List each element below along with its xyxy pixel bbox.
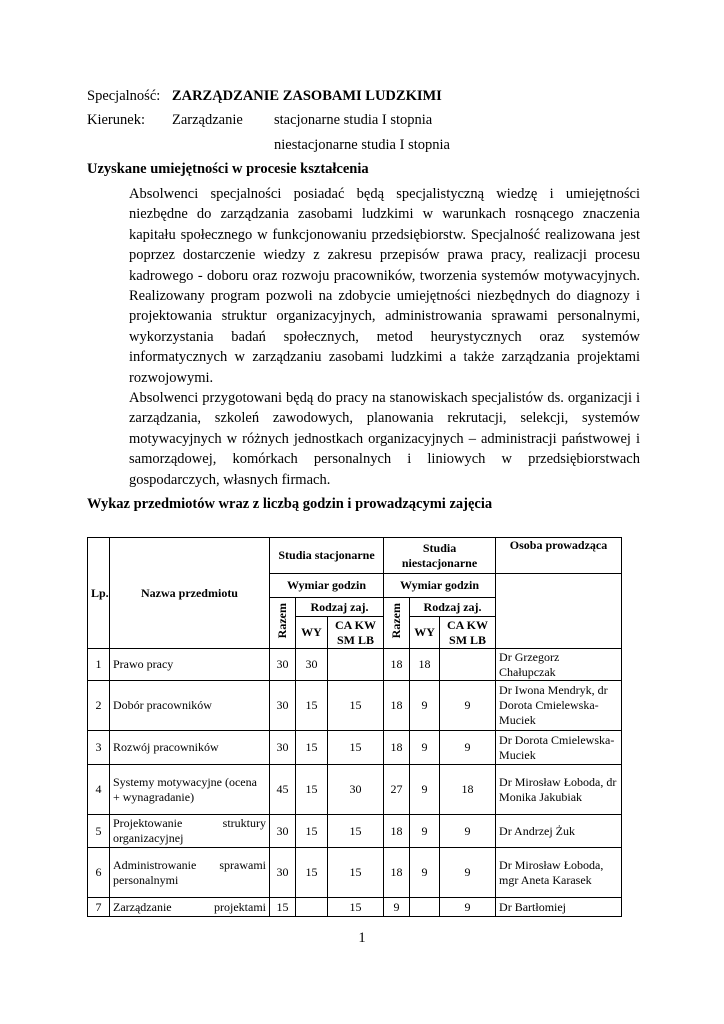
header-rodzaj-stac: Rodzaj zaj. [296, 598, 384, 617]
spec-label: Specjalność: [87, 88, 161, 104]
row-wy-stac: 30 [296, 649, 328, 681]
skills-paragraph-1: Absolwenci specjalności posiadać będą specjalistyczną wiedzę i umiejętności niezbędne do zarządzania zasobami ludzkimi w warunkach rosnącego znaczenia kapitału społecznego w funkcjonowaniu przedsiębiorstw. Specjalność realizowana jest poprzez dostarczenie wiedzy z zakresu przepisów prawa pracy, realizacji procesu kadrowego - doboru oraz rozwoju pracowników, tworzenia systemów motywacyjnych. Realizowany program pozwoli na zdobycie umiejętności niezbędnych do diagnozy i projektowania struktur organizacyjnych, administrowania sprawami personalnymi, wykorzystania badań społecznych, metod heurystycznych oraz systemów informatycznych w zarządzaniu zasobami ludzkimi a także zarządzania projektami rozwojowymi. [129, 186, 640, 386]
header-lp: Lp. [88, 538, 110, 649]
row-name: Rozwój pracowników [110, 731, 270, 765]
row-ca-stac [328, 649, 384, 681]
header-stacjonarne: Studia stacjonarne [270, 538, 384, 574]
row-ca-stac: 15 [328, 681, 384, 731]
row-osoba: Dr Grzegorz Chałupczak [496, 649, 622, 681]
row-osoba: Dr Iwona Mendryk, dr Dorota Cmielewska-Muciek [496, 681, 622, 731]
row-razem-stac: 30 [270, 649, 296, 681]
table-row [88, 731, 622, 765]
spec-line [87, 88, 442, 105]
header-name: Nazwa przedmiotu [110, 538, 270, 649]
skills-heading: Uzyskane umiejętności w procesie kształcenia [87, 161, 369, 177]
table-row [88, 898, 622, 917]
page-number: 1 [358, 930, 366, 946]
study-mode-2: niestacjonarne studia I stopnia [274, 137, 450, 153]
row-name: Administrowanie sprawami personalnymi [110, 848, 270, 898]
header-niestacjonarne: Studia niestacjonarne [384, 538, 496, 574]
row-ca-niestac: 18 [440, 765, 496, 815]
row-name: Dobór pracowników [110, 681, 270, 731]
row-razem-stac: 15 [270, 898, 296, 917]
row-razem-niestac: 18 [384, 649, 410, 681]
row-wy-niestac: 9 [410, 681, 440, 731]
row-wy-stac: 15 [296, 681, 328, 731]
header-wymiar-niestac: Wymiar godzin [384, 574, 496, 598]
header-wy-stac: WY [296, 617, 328, 649]
header-razem-stac: Razem [270, 598, 296, 649]
kier-label: Kierunek: [87, 112, 145, 128]
row-osoba: Dr Dorota Cmielewska-Muciek [496, 731, 622, 765]
header-ca-stac: CA KW SM LB [328, 617, 384, 649]
row-lp: 7 [88, 898, 110, 917]
row-ca-stac: 30 [328, 765, 384, 815]
row-razem-stac: 30 [270, 681, 296, 731]
header-ca-niestac: CA KW SM LB [440, 617, 496, 649]
row-ca-niestac: 9 [440, 848, 496, 898]
row-osoba: Dr Andrzej Żuk [496, 815, 622, 848]
row-wy-niestac: 9 [410, 815, 440, 848]
header-wymiar-stac: Wymiar godzin [270, 574, 384, 598]
row-wy-niestac: 9 [410, 765, 440, 815]
skills-paragraph-2: Absolwenci przygotowani będą do pracy na stanowiskach specjalistów ds. organizacji i zarządzania, szkoleń zawodowych, planowania rekrutacji, selekcji, systemów motywacyjnych w różnych jednostkach organizacyjnych – administracji państwowej i samorządowej, komórkach personalnych i liniowych w przedsiębiorstwach gospodarczych, własnych firmach. [129, 390, 640, 488]
kier-value: Zarządzanie [172, 112, 243, 128]
row-razem-niestac: 18 [384, 848, 410, 898]
row-razem-niestac: 18 [384, 681, 410, 731]
row-ca-niestac: 9 [440, 731, 496, 765]
table-row [88, 848, 622, 898]
row-osoba: Dr Bartłomiej [496, 898, 622, 917]
skills-body [129, 184, 640, 490]
table-row [88, 765, 622, 815]
row-name: Projektowanie struktury organizacyjnej [110, 815, 270, 848]
row-name: Systemy motywacyjne (ocena + wynagradanie) [110, 765, 270, 815]
row-wy-stac: 15 [296, 848, 328, 898]
row-ca-niestac: 9 [440, 815, 496, 848]
row-lp: 5 [88, 815, 110, 848]
row-razem-stac: 30 [270, 731, 296, 765]
row-ca-stac: 15 [328, 848, 384, 898]
row-lp: 4 [88, 765, 110, 815]
header-osoba-blank [496, 574, 622, 649]
row-ca-stac: 15 [328, 898, 384, 917]
row-lp: 1 [88, 649, 110, 681]
row-ca-stac: 15 [328, 731, 384, 765]
row-name: Zarządzanie projektami [110, 898, 270, 917]
table-row [88, 815, 622, 848]
row-razem-niestac: 18 [384, 731, 410, 765]
header-razem-niestac: Razem [384, 598, 410, 649]
row-razem-niestac: 18 [384, 815, 410, 848]
row-wy-niestac: 9 [410, 731, 440, 765]
table-row [88, 649, 622, 681]
row-wy-niestac: 18 [410, 649, 440, 681]
row-wy-stac: 15 [296, 765, 328, 815]
row-wy-stac [296, 898, 328, 917]
row-ca-niestac: 9 [440, 898, 496, 917]
subjects-table [87, 537, 622, 917]
row-osoba: Dr Mirosław Łoboda, dr Monika Jakubiak [496, 765, 622, 815]
row-wy-niestac: 9 [410, 848, 440, 898]
row-wy-niestac [410, 898, 440, 917]
row-razem-stac: 30 [270, 848, 296, 898]
row-osoba: Dr Mirosław Łoboda, mgr Aneta Karasek [496, 848, 622, 898]
list-heading: Wykaz przedmiotów wraz z liczbą godzin i prowadzącymi zajęcia [87, 496, 493, 512]
row-ca-niestac [440, 649, 496, 681]
table-row [88, 681, 622, 731]
row-lp: 6 [88, 848, 110, 898]
header-rodzaj-niestac: Rodzaj zaj. [410, 598, 496, 617]
row-razem-niestac: 9 [384, 898, 410, 917]
row-razem-stac: 30 [270, 815, 296, 848]
row-razem-niestac: 27 [384, 765, 410, 815]
row-wy-stac: 15 [296, 731, 328, 765]
study-mode-1: stacjonarne studia I stopnia [274, 112, 433, 128]
header-osoba: Osoba prowadząca [496, 538, 622, 574]
row-razem-stac: 45 [270, 765, 296, 815]
header-wy-niestac: WY [410, 617, 440, 649]
row-lp: 2 [88, 681, 110, 731]
spec-value: ZARZĄDZANIE ZASOBAMI LUDZKIMI [171, 88, 442, 104]
row-wy-stac: 15 [296, 815, 328, 848]
row-ca-stac: 15 [328, 815, 384, 848]
row-lp: 3 [88, 731, 110, 765]
row-ca-niestac: 9 [440, 681, 496, 731]
row-name: Prawo pracy [110, 649, 270, 681]
